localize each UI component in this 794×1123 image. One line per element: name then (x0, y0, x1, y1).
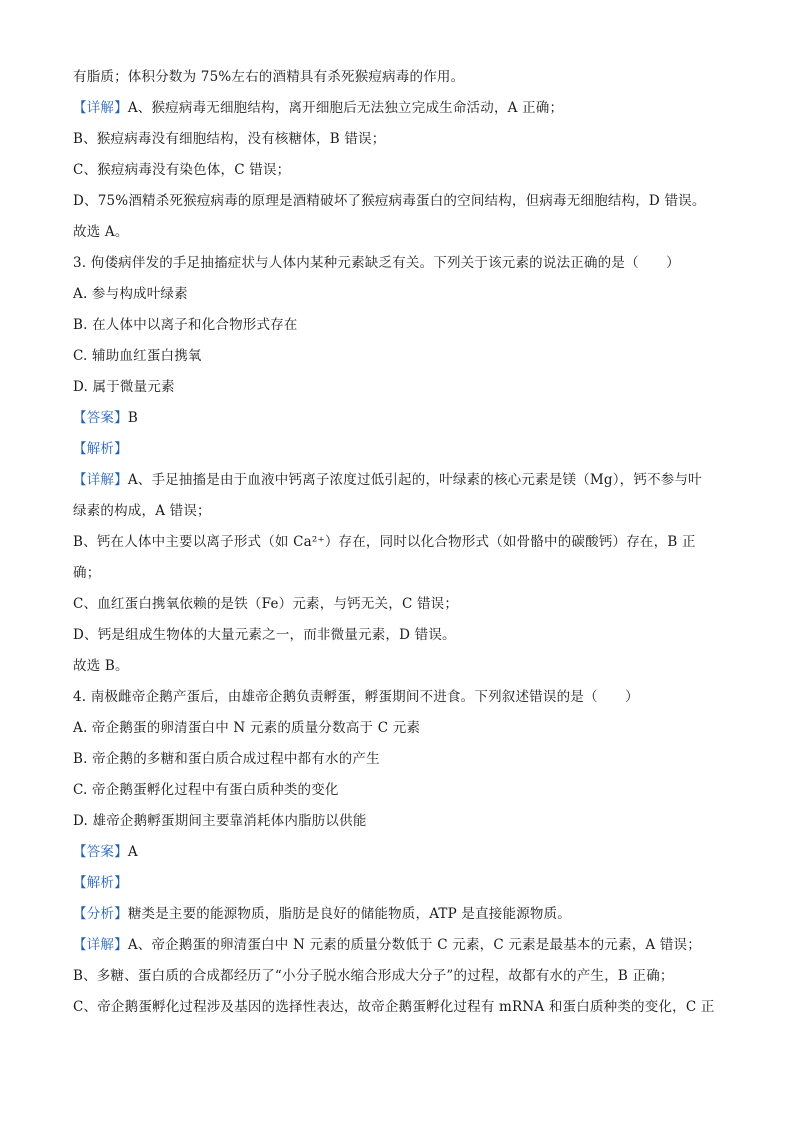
text-line (73, 682, 723, 713)
text-line (73, 403, 723, 434)
line-text: B (127, 410, 138, 426)
text-line (73, 806, 723, 837)
line-text: D. 属于微量元素 (73, 379, 175, 395)
line-text: A (127, 844, 138, 860)
section-tag: 【详解】 (73, 100, 128, 116)
text-line (73, 651, 723, 682)
line-text: B. 帝企鹅的多糖和蛋白质合成过程中都有水的产生 (73, 751, 380, 767)
text-line (73, 713, 723, 744)
line-text: 糖类是主要的能源物质，脂肪是良好的储能物质，ATP 是直接能源物质。 (127, 906, 572, 922)
text-line (73, 186, 723, 217)
line-text: 4. 南极雌帝企鹅产蛋后，由雄帝企鹅负责孵蛋，孵蛋期间不进食。下列叙述错误的是（ ） (73, 689, 639, 705)
line-text: C、血红蛋白携氧依赖的是铁（Fe）元素，与钙无关，C 错误； (73, 596, 459, 612)
line-text: 故选 A。 (73, 224, 129, 240)
text-line (73, 961, 723, 992)
line-text: C、帝企鹅蛋孵化过程涉及基因的选择性表达，故帝企鹅蛋孵化过程有 mRNA 和蛋白质种类的变化，C 正 (73, 999, 715, 1015)
text-line (73, 620, 723, 651)
line-text: C、猴痘病毒没有染色体，C 错误； (73, 162, 291, 178)
line-text: D、75%酒精杀死猴痘病毒的原理是酒精破坏了猴痘病毒蛋白的空间结构，但病毒无细胞结构，D 错误。 (73, 193, 706, 209)
section-tag: 【答案】 (73, 410, 128, 426)
text-line (73, 527, 723, 558)
text-line (73, 558, 723, 589)
line-text: A. 参与构成叶绿素 (73, 286, 188, 302)
text-line (73, 341, 723, 372)
text-line (73, 434, 723, 465)
text-line (73, 279, 723, 310)
text-line (73, 93, 723, 124)
text-line (73, 310, 723, 341)
line-text: A. 帝企鹅蛋的卵清蛋白中 N 元素的质量分数高于 C 元素 (73, 720, 421, 736)
document-page (73, 62, 723, 1023)
text-line (73, 248, 723, 279)
text-line (73, 217, 723, 248)
text-line (73, 465, 723, 496)
section-tag: 【答案】 (73, 844, 128, 860)
text-line (73, 930, 723, 961)
line-text: C. 帝企鹅蛋孵化过程中有蛋白质种类的变化 (73, 782, 339, 798)
line-text: B. 在人体中以离子和化合物形式存在 (73, 317, 298, 333)
line-text: D、钙是组成生物体的大量元素之一，而非微量元素，D 错误。 (73, 627, 456, 643)
text-line (73, 589, 723, 620)
text-line (73, 155, 723, 186)
line-text: 故选 B。 (73, 658, 129, 674)
text-line (73, 124, 723, 155)
line-text: B、多糖、蛋白质的合成都经历了“小分子脱水缩合形成大分子”的过程，故都有水的产生，B 正确； (73, 968, 674, 984)
section-tag: 【解析】 (73, 441, 128, 457)
text-line (73, 868, 723, 899)
text-line (73, 775, 723, 806)
text-line (73, 992, 723, 1023)
section-tag: 【详解】 (73, 472, 128, 488)
line-text: D. 雄帝企鹅孵蛋期间主要靠消耗体内脂肪以供能 (73, 813, 367, 829)
section-tag: 【解析】 (73, 875, 128, 891)
line-text: A、手足抽搐是由于血液中钙离子浓度过低引起的，叶绿素的核心元素是镁（Mg），钙不参与叶 (127, 472, 702, 488)
text-line (73, 899, 723, 930)
text-line (73, 372, 723, 403)
line-text: A、帝企鹅蛋的卵清蛋白中 N 元素的质量分数低于 C 元素，C 元素是最基本的元素，A 错误； (127, 937, 701, 953)
text-line (73, 496, 723, 527)
text-line (73, 62, 723, 93)
line-text: 有脂质；体积分数为 75%左右的酒精具有杀死猴痘病毒的作用。 (73, 69, 465, 85)
text-line (73, 837, 723, 868)
line-text: B、钙在人体中主要以离子形式（如 Ca²⁺）存在，同时以化合物形式（如骨骼中的碳酸钙）存在，B 正 (73, 534, 696, 550)
line-text: 绿素的构成，A 错误； (73, 503, 211, 519)
line-text: B、猴痘病毒没有细胞结构，没有核糖体，B 错误； (73, 131, 386, 147)
line-text: A、猴痘病毒无细胞结构，离开细胞后无法独立完成生命活动，A 正确； (127, 100, 564, 116)
section-tag: 【详解】 (73, 937, 128, 953)
line-text: C. 辅助血红蛋白携氧 (73, 348, 202, 364)
section-tag: 【分析】 (73, 906, 128, 922)
line-text: 确； (73, 565, 101, 581)
line-text: 3. 佝偻病伴发的手足抽搐症状与人体内某种元素缺乏有关。下列关于该元素的说法正确的是（ ） (73, 255, 680, 271)
text-line (73, 744, 723, 775)
